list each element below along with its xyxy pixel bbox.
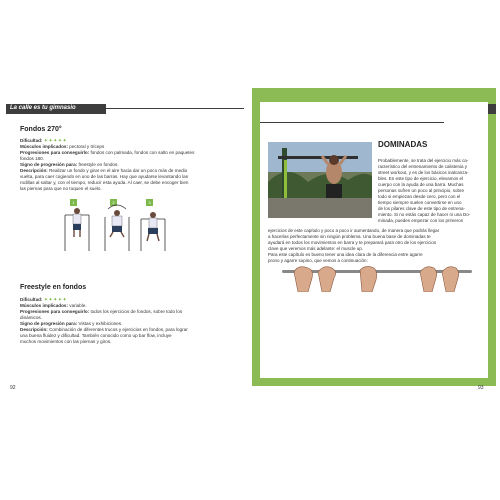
left-page xyxy=(6,88,244,386)
signs-value: freestyle en fondos. xyxy=(78,162,119,167)
right-content-panel xyxy=(260,102,488,378)
col-text-line-11: minada, puedes empezar con los primeros xyxy=(378,218,464,223)
exercise1-muscles xyxy=(20,144,104,150)
exercise2-progressions-cont: dinámicos. xyxy=(20,315,42,320)
exercise2-desc-line-3: muchos movimientos con las piernas y giros. xyxy=(20,339,112,344)
col-text-line-7: todo si empiezan desde cero, pero con el xyxy=(378,194,461,199)
difficulty-label: Dificultad: xyxy=(20,138,43,143)
col-text-line-10: miento. Si no estás capaz de hacer ni una Do- xyxy=(378,212,471,217)
exercise2-desc-line-1 xyxy=(20,327,188,333)
signs-label: Signo de progresión para: xyxy=(20,321,78,326)
signs-value: Vistas y exhibiciones. xyxy=(78,321,123,326)
desc-label: Descripción: xyxy=(20,168,48,173)
right-page xyxy=(252,88,496,386)
prone-grip-hand-1-icon xyxy=(288,262,342,292)
exercise2-progressions xyxy=(20,309,182,315)
desc-text: Realizar un fondo y girar en el aire hacia dar un poco más de medio xyxy=(49,168,188,173)
body-line-5: Para este capítulo es bueno tener una idea clara de la diferencia entre agarre xyxy=(268,252,423,257)
col-text-line-3: street workout, y es de los básicos inalcanza- xyxy=(378,170,469,175)
exercise2-desc-line-2: una buena fluidez y dificultad. También conocido como up bar flow, incluye xyxy=(20,333,172,338)
left-header-text: La calle es tu gimnasio xyxy=(10,105,76,111)
step-3-badge: 3 xyxy=(146,199,153,206)
body-line-3: ayudará en todos los movimientos en barra y te preparará para otro de los ejercicios xyxy=(268,240,437,245)
exercise1-desc-line-1 xyxy=(20,168,187,174)
exercise1-desc-line-3: rodillas al saltar y, con el tiempo, reducir esta ayuda. Al caer, se debe encoger bien xyxy=(20,180,189,185)
col-text-line-5: cuerpo con la ayuda de una barra. Muchas xyxy=(378,182,464,187)
exercise1-signs xyxy=(20,162,119,168)
muscles-value: pectoral y tríceps xyxy=(69,144,105,149)
muscles-label: Músculos implicados: xyxy=(20,144,68,149)
progressions-label: Progresiones para conseguirlo: xyxy=(20,150,90,155)
signs-label: Signo de progresión para: xyxy=(20,162,78,167)
exercise1-title: Fondos 270° xyxy=(20,126,62,133)
col-text-line-4: bles. En este tipo de ejercicio, elevamos el xyxy=(378,176,464,181)
col-text-line-9: de los pilares clave de este tipo de entrena- xyxy=(378,206,466,211)
difficulty-stars-icon: ✦✦✦✦✦ xyxy=(43,138,68,144)
left-page-number: 92 xyxy=(10,385,16,391)
exercise2-muscles xyxy=(20,303,87,309)
dip-figure-1-icon xyxy=(62,201,92,253)
exercise1-desc-line-4: las piernas para que no toquen el suelo. xyxy=(20,186,102,191)
body-line-4: clave que veremos más adelante: el muscle up. xyxy=(268,246,364,251)
col-text-line-1: Probablemente, se trata del ejercicio más ca- xyxy=(378,158,469,163)
body-line-1: ejercicios de este capítulo y poco a poco ir aumentando, de manera que podrás llegar xyxy=(268,228,440,233)
step-2-badge: 2 xyxy=(110,199,117,206)
desc-label: Descripción: xyxy=(20,327,48,332)
step-1-badge: 1 xyxy=(70,199,77,206)
muscles-value: variable. xyxy=(69,303,87,308)
right-page-number: 93 xyxy=(478,385,484,391)
progressions-label: Progresiones para conseguirlo: xyxy=(20,309,90,314)
supine-grip-hand-icon xyxy=(350,262,404,292)
pullup-photo xyxy=(268,142,372,218)
col-text-line-6: personas sufren un poco al principio, sobre xyxy=(378,188,465,193)
desc-text: Combinación de diferentes trucos y ejercicios en fondos, para lograr xyxy=(49,327,188,332)
difficulty-label: Dificultad: xyxy=(20,297,43,302)
exercise2-title: Freestyle en fondos xyxy=(20,284,87,291)
exercise1-desc-line-2: vuelta, para caer cogiendo en uno de las barras. Hay que ayudarse levantando las xyxy=(20,174,189,179)
page-title: DOMINADAS xyxy=(378,140,428,149)
difficulty-stars-icon: ✦✦✦✦✦ xyxy=(43,297,68,303)
exercise1-progressions xyxy=(20,150,194,156)
dip-figure-3-icon xyxy=(138,201,168,253)
exercise1-progressions-cont: fondos 180. xyxy=(20,156,45,161)
prone-grip-hand-2-icon xyxy=(412,262,466,292)
dip-figure-2-icon xyxy=(102,201,132,253)
right-header-rule xyxy=(260,122,444,123)
col-text-line-2: racterístico del entrenamiento de calistenia y xyxy=(378,164,468,169)
progressions-value: todos los ejercicios de fondos, sobre todo los xyxy=(90,309,183,314)
muscles-label: Músculos implicados: xyxy=(20,303,68,308)
body-line-2: a hacerlas perfectamente sin ningún problema. Una buena base de dominadas te xyxy=(268,234,431,239)
exercise2-signs xyxy=(20,321,122,327)
left-header-tab xyxy=(6,104,106,114)
progressions-value: fondos con palmada, fondos con salto en paquetes xyxy=(90,150,195,155)
body-line-6: prono y agarre supino, que vemos a continuación: xyxy=(268,258,368,263)
col-text-line-8: tiempo siempre suelen convertirse en uno xyxy=(378,200,462,205)
left-header-rule xyxy=(106,108,244,109)
